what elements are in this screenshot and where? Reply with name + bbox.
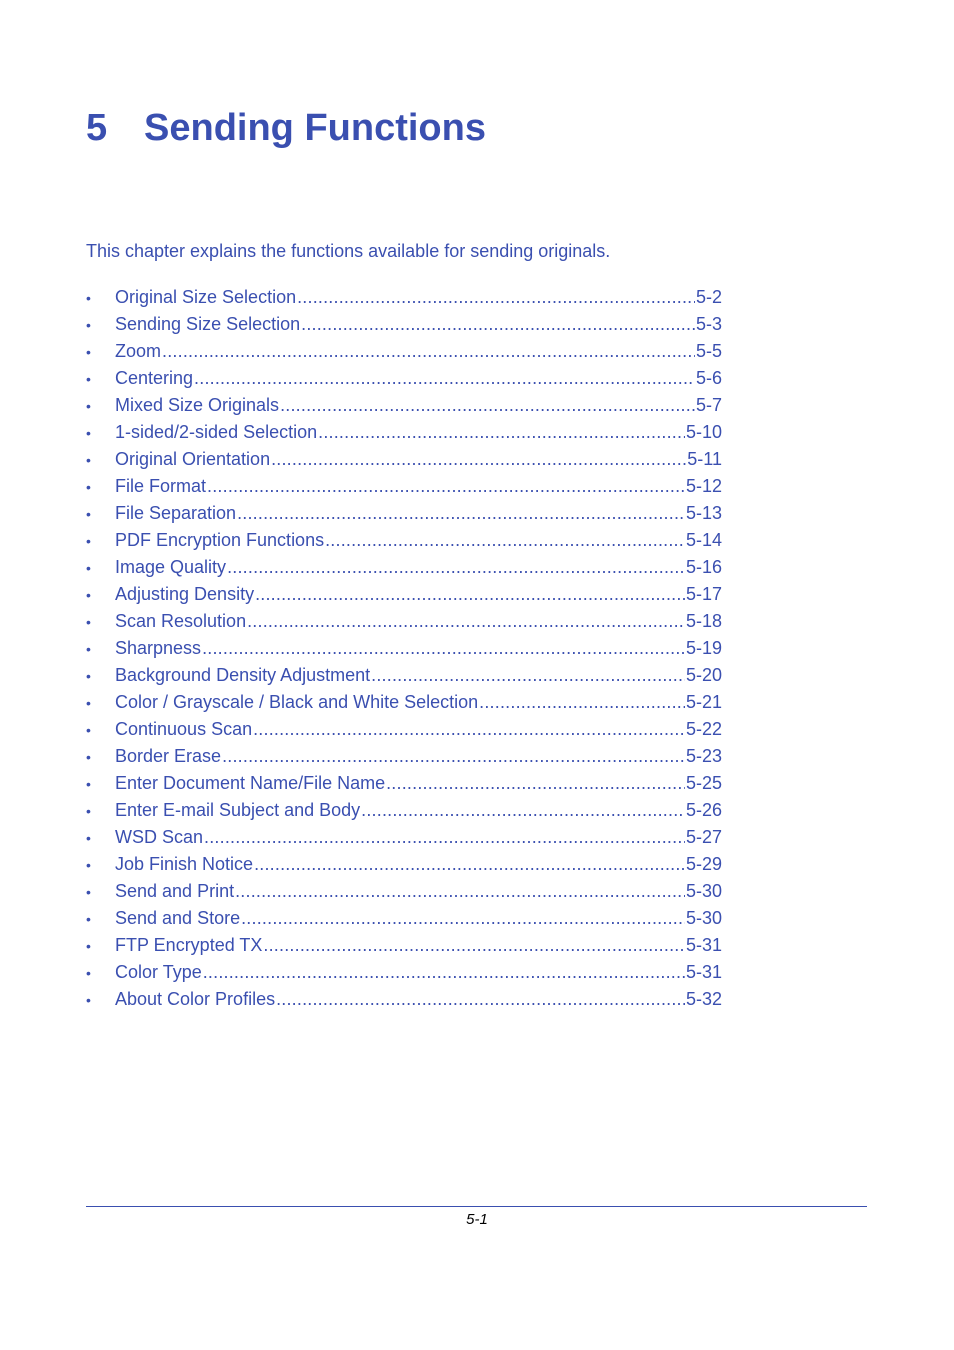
toc-item[interactable] bbox=[86, 743, 722, 770]
toc-item-label[interactable]: About Color Profiles bbox=[115, 989, 276, 1009]
toc-item-label[interactable]: Job Finish Notice bbox=[115, 854, 254, 874]
toc-item-label[interactable]: FTP Encrypted TX bbox=[115, 935, 263, 955]
toc-item[interactable] bbox=[86, 770, 722, 797]
bullet-icon: • bbox=[86, 668, 91, 684]
toc-item[interactable] bbox=[86, 554, 722, 581]
toc-item-label[interactable]: Mixed Size Originals bbox=[115, 395, 280, 415]
toc-item[interactable] bbox=[86, 392, 722, 419]
toc-dot-leader bbox=[203, 959, 685, 986]
bullet-icon: • bbox=[86, 614, 91, 630]
toc-item[interactable] bbox=[86, 716, 722, 743]
toc-item-label[interactable]: Enter Document Name/File Name bbox=[115, 773, 386, 793]
bullet-icon: • bbox=[86, 857, 91, 873]
toc-item-label[interactable]: Zoom bbox=[115, 341, 162, 361]
bullet-icon: • bbox=[86, 587, 91, 603]
toc-item-page[interactable]: 5-17 bbox=[685, 584, 722, 604]
toc-item[interactable] bbox=[86, 446, 722, 473]
toc-item[interactable] bbox=[86, 338, 722, 365]
toc-item-label[interactable]: PDF Encryption Functions bbox=[115, 530, 325, 550]
toc-dot-leader bbox=[162, 338, 695, 365]
toc-item-label[interactable]: Centering bbox=[115, 368, 194, 388]
bullet-icon: • bbox=[86, 533, 91, 549]
bullet-icon: • bbox=[86, 344, 91, 360]
toc-item[interactable] bbox=[86, 635, 722, 662]
bullet-icon: • bbox=[86, 803, 91, 819]
toc-item[interactable] bbox=[86, 419, 722, 446]
toc-item-page[interactable]: 5-18 bbox=[685, 611, 722, 631]
toc-item-label[interactable]: Original Orientation bbox=[115, 449, 271, 469]
toc-item-label[interactable]: Sending Size Selection bbox=[115, 314, 301, 334]
toc-item[interactable] bbox=[86, 932, 722, 959]
toc-dot-leader bbox=[247, 608, 685, 635]
toc-dot-leader bbox=[204, 824, 685, 851]
toc-item-page[interactable]: 5-5 bbox=[695, 341, 722, 361]
toc-item-label[interactable]: WSD Scan bbox=[115, 827, 204, 847]
toc-dot-leader bbox=[297, 284, 695, 311]
toc-dot-leader bbox=[194, 365, 695, 392]
toc-item[interactable] bbox=[86, 284, 722, 311]
toc-item-page[interactable]: 5-2 bbox=[695, 287, 722, 307]
toc-item[interactable] bbox=[86, 473, 722, 500]
table-of-contents bbox=[86, 284, 722, 1013]
toc-dot-leader bbox=[301, 311, 695, 338]
toc-dot-leader bbox=[222, 743, 685, 770]
toc-dot-leader bbox=[386, 770, 685, 797]
toc-item-label[interactable]: Adjusting Density bbox=[115, 584, 255, 604]
toc-dot-leader bbox=[255, 581, 685, 608]
bullet-icon: • bbox=[86, 398, 91, 414]
bullet-icon: • bbox=[86, 695, 91, 711]
toc-dot-leader bbox=[241, 905, 685, 932]
toc-item[interactable] bbox=[86, 824, 722, 851]
toc-item-page[interactable]: 5-13 bbox=[685, 503, 722, 523]
toc-item-page[interactable]: 5-3 bbox=[695, 314, 722, 334]
toc-dot-leader bbox=[371, 662, 685, 689]
chapter-intro: This chapter explains the functions available for sending originals. bbox=[86, 241, 611, 261]
toc-dot-leader bbox=[235, 878, 685, 905]
toc-item-page[interactable]: 5-19 bbox=[685, 638, 722, 658]
toc-item-label[interactable]: Send and Store bbox=[115, 908, 241, 928]
toc-dot-leader bbox=[318, 419, 685, 446]
toc-item[interactable] bbox=[86, 905, 722, 932]
toc-dot-leader bbox=[254, 851, 685, 878]
toc-dot-leader bbox=[276, 986, 685, 1013]
toc-item-page[interactable]: 5-12 bbox=[685, 476, 722, 496]
bullet-icon: • bbox=[86, 830, 91, 846]
toc-item-page[interactable]: 5-27 bbox=[685, 827, 722, 847]
page-number: 5-1 bbox=[466, 1211, 488, 1228]
toc-item[interactable] bbox=[86, 500, 722, 527]
toc-item[interactable] bbox=[86, 311, 722, 338]
toc-dot-leader bbox=[325, 527, 685, 554]
footer-divider bbox=[86, 1206, 867, 1207]
toc-item[interactable] bbox=[86, 959, 722, 986]
toc-item-page[interactable]: 5-10 bbox=[685, 422, 722, 442]
toc-item-page[interactable]: 5-26 bbox=[685, 800, 722, 820]
bullet-icon: • bbox=[86, 749, 91, 765]
bullet-icon: • bbox=[86, 317, 91, 333]
toc-item-page[interactable]: 5-16 bbox=[685, 557, 722, 577]
toc-item-page[interactable]: 5-14 bbox=[685, 530, 722, 550]
bullet-icon: • bbox=[86, 722, 91, 738]
toc-dot-leader bbox=[263, 932, 685, 959]
toc-item-label[interactable]: Color / Grayscale / Black and White Selection bbox=[115, 692, 479, 712]
toc-item[interactable] bbox=[86, 797, 722, 824]
toc-dot-leader bbox=[202, 635, 685, 662]
bullet-icon: • bbox=[86, 965, 91, 981]
toc-item-label[interactable]: Border Erase bbox=[115, 746, 222, 766]
bullet-icon: • bbox=[86, 776, 91, 792]
toc-item-page[interactable]: 5-22 bbox=[685, 719, 722, 739]
toc-dot-leader bbox=[207, 473, 685, 500]
toc-dot-leader bbox=[361, 797, 685, 824]
toc-item[interactable] bbox=[86, 662, 722, 689]
bullet-icon: • bbox=[86, 425, 91, 441]
bullet-icon: • bbox=[86, 290, 91, 306]
toc-item-page[interactable]: 5-30 bbox=[685, 881, 722, 901]
toc-item-page[interactable]: 5-23 bbox=[685, 746, 722, 766]
chapter-title: Sending Functions bbox=[144, 107, 486, 149]
toc-item-label[interactable]: Enter E-mail Subject and Body bbox=[115, 800, 361, 820]
toc-item-label[interactable]: Original Size Selection bbox=[115, 287, 297, 307]
chapter-number: 5 bbox=[86, 107, 108, 149]
bullet-icon: • bbox=[86, 641, 91, 657]
toc-item[interactable] bbox=[86, 581, 722, 608]
toc-item[interactable] bbox=[86, 608, 722, 635]
toc-item-page[interactable]: 5-30 bbox=[685, 908, 722, 928]
toc-item-page[interactable]: 5-31 bbox=[685, 935, 722, 955]
bullet-icon: • bbox=[86, 452, 91, 468]
toc-item-label[interactable]: File Separation bbox=[115, 503, 237, 523]
bullet-icon: • bbox=[86, 479, 91, 495]
toc-item-label[interactable]: Color Type bbox=[115, 962, 202, 982]
toc-item-page[interactable]: 5-32 bbox=[685, 989, 722, 1009]
toc-item[interactable] bbox=[86, 851, 722, 878]
toc-dot-leader bbox=[227, 554, 685, 581]
bullet-icon: • bbox=[86, 911, 91, 927]
chapter-heading bbox=[86, 104, 486, 152]
toc-item-page[interactable]: 5-21 bbox=[685, 692, 722, 712]
toc-item-label[interactable]: Image Quality bbox=[115, 557, 227, 577]
toc-item[interactable] bbox=[86, 878, 722, 905]
toc-item-label[interactable]: Background Density Adjustment bbox=[115, 665, 371, 685]
toc-dot-leader bbox=[280, 392, 695, 419]
toc-item-label[interactable]: 1-sided/2-sided Selection bbox=[115, 422, 318, 442]
toc-dot-leader bbox=[237, 500, 685, 527]
toc-item-page[interactable]: 5-31 bbox=[685, 962, 722, 982]
bullet-icon: • bbox=[86, 884, 91, 900]
toc-item[interactable] bbox=[86, 986, 722, 1013]
toc-item[interactable] bbox=[86, 365, 722, 392]
toc-item-page[interactable]: 5-25 bbox=[685, 773, 722, 793]
toc-item[interactable] bbox=[86, 527, 722, 554]
toc-item-page[interactable]: 5-7 bbox=[695, 395, 722, 415]
toc-item-label[interactable]: Sharpness bbox=[115, 638, 202, 658]
toc-dot-leader bbox=[253, 716, 685, 743]
toc-dot-leader bbox=[271, 446, 686, 473]
toc-item-label[interactable]: Scan Resolution bbox=[115, 611, 247, 631]
toc-item-label[interactable]: File Format bbox=[115, 476, 207, 496]
toc-item-page[interactable]: 5-11 bbox=[687, 449, 722, 469]
toc-item-page[interactable]: 5-20 bbox=[685, 665, 722, 685]
bullet-icon: • bbox=[86, 560, 91, 576]
bullet-icon: • bbox=[86, 371, 91, 387]
toc-item-page[interactable]: 5-6 bbox=[695, 368, 722, 388]
bullet-icon: • bbox=[86, 938, 91, 954]
bullet-icon: • bbox=[86, 992, 91, 1008]
toc-item-label[interactable]: Continuous Scan bbox=[115, 719, 253, 739]
toc-dot-leader bbox=[479, 689, 685, 716]
toc-item-page[interactable]: 5-29 bbox=[685, 854, 722, 874]
toc-item-label[interactable]: Send and Print bbox=[115, 881, 235, 901]
bullet-icon: • bbox=[86, 506, 91, 522]
toc-item[interactable] bbox=[86, 689, 722, 716]
